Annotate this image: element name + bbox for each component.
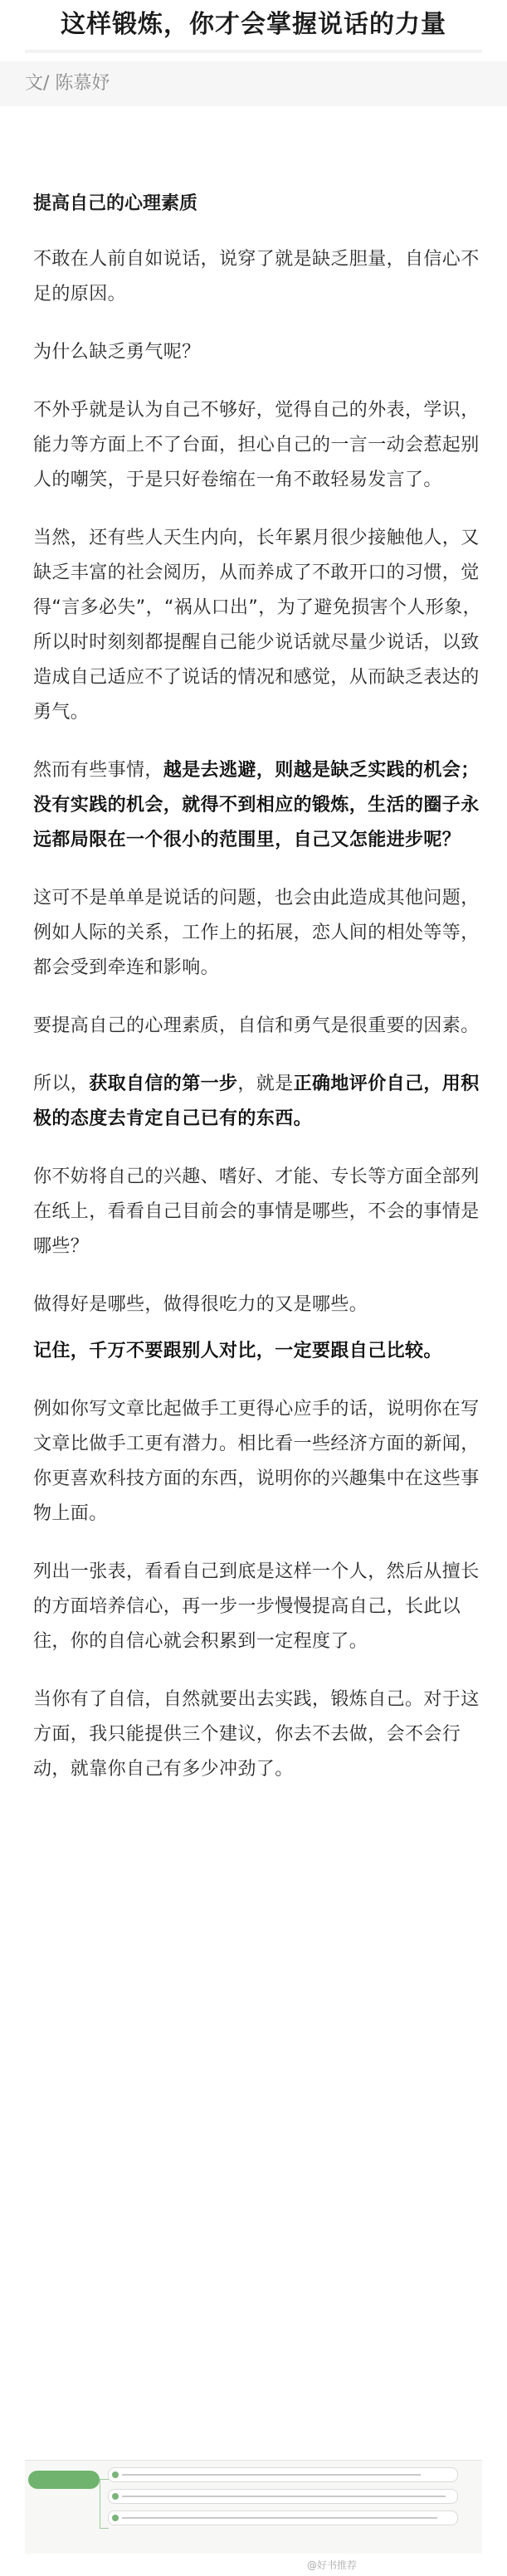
branch-dot-icon bbox=[112, 2471, 119, 2478]
author-byline: 文/ 陈慕妤 bbox=[25, 73, 110, 94]
paragraph-text: 为什么缺乏勇气呢？ bbox=[33, 342, 201, 363]
title-divider bbox=[25, 50, 482, 53]
emphasized-text: 正确地评价自己，用积极的态度去肯定自己已有的东西。 bbox=[33, 1074, 480, 1129]
paragraph bbox=[33, 1288, 481, 1322]
article-body bbox=[33, 106, 481, 1787]
paragraph-text: 要提高自己的心理素质，自信和勇气是很重要的因素。 bbox=[33, 1015, 480, 1036]
paragraph bbox=[33, 881, 481, 986]
paragraph-text: 然而有些事情， bbox=[33, 760, 163, 781]
branch-text-line bbox=[122, 2474, 421, 2476]
paragraph-text: 当然，还有些人天生内向，长年累月很少接触他人，又缺乏丰富的社会阅历，从而养成了不敢开口的习惯，觉得“言多必失”，“祸从口出”，为了避免损害个人形象，所以时时刻刻都提醒自己能少说话就尽量少说话，以致造成自己适应不了说话的情况和感觉，从而缺乏表达的勇气。 bbox=[33, 528, 481, 723]
paragraph-text: 列出一张表，看看自己到底是这样一个人，然后从擅长的方面培养信心，再一步一步慢慢提高自己，长此以往，你的自信心就会积累到一定程度了。 bbox=[33, 1561, 480, 1652]
paragraph-text: 例如你写文章比起做手工更得心应手的话，说明你在写文章比做手工更有潜力。相比看一些经济方面的新闻，你更喜欢科技方面的东西，说明你的兴趣集中在这些事物上面。 bbox=[33, 1399, 480, 1524]
branch-dot-icon bbox=[112, 2493, 119, 2500]
paragraph bbox=[33, 1067, 481, 1137]
mind-map-branch bbox=[108, 2489, 458, 2504]
article-title: 这样锻炼，你才会掌握说话的力量 bbox=[61, 10, 446, 39]
paragraph-text: ，就是 bbox=[237, 1074, 294, 1094]
branch-text-line bbox=[122, 2496, 446, 2497]
paragraph bbox=[33, 753, 481, 858]
mind-map-root-node bbox=[28, 2471, 100, 2489]
paragraph bbox=[33, 1392, 481, 1531]
paragraph-text: 当你有了自信，自然就要出去实践，锻炼自己。对于这方面，我只能提供三个建议，你去不去做，会不会行动，就靠你自己有多少冲劲了。 bbox=[33, 1689, 480, 1780]
watermark: @好书推荐 bbox=[307, 2559, 358, 2571]
paragraph bbox=[33, 1555, 481, 1659]
branch-dot-icon bbox=[112, 2515, 119, 2521]
paragraph bbox=[33, 521, 481, 730]
paragraph bbox=[33, 1682, 481, 1787]
paragraph bbox=[33, 1160, 481, 1264]
paragraph-text: 你不妨将自己的兴趣、嗜好、才能、专长等方面全部列在纸上，看看自己目前会的事情是哪些，不会的事情是哪些？ bbox=[33, 1166, 480, 1257]
emphasized-text: 越是去逃避，则越是缺乏实践的机会；没有实践的机会，就得不到相应的锻炼，生活的圈子永远都局限在一个很小的范围里，自己又怎能进步呢？ bbox=[33, 760, 480, 850]
mind-map-connector bbox=[100, 2479, 109, 2529]
paragraph-text: 不敢在人前自如说话，说穿了就是缺乏胆量，自信心不足的原因。 bbox=[33, 249, 480, 304]
paragraph bbox=[33, 242, 481, 312]
paragraph-text: 这可不是单单是说话的问题，也会由此造成其他问题，例如人际的关系，工作上的拓展，恋人间的相处等等，都会受到牵连和影响。 bbox=[33, 888, 480, 978]
emphasized-text: 获取自信的第一步 bbox=[89, 1074, 238, 1094]
paragraph bbox=[33, 1009, 481, 1044]
paragraph bbox=[33, 1334, 481, 1369]
section-heading: 提高自己的心理素质 bbox=[33, 193, 198, 214]
emphasized-text: 记住，千万不要跟别人对比，一定要跟自己比较。 bbox=[33, 1341, 442, 1361]
paragraph-text: 不外乎就是认为自己不够好，觉得自己的外表，学识，能力等方面上不了台面，担心自己的一言一动会惹起别人的嘲笑，于是只好卷缩在一角不敢轻易发言了。 bbox=[33, 400, 480, 490]
paragraph bbox=[33, 393, 481, 498]
mind-map-branch bbox=[108, 2467, 458, 2482]
author-bar bbox=[0, 61, 507, 106]
paragraph-text: 做得好是哪些，做得很吃力的又是哪些。 bbox=[33, 1294, 368, 1315]
mind-map-branch bbox=[108, 2510, 458, 2525]
branch-text-line bbox=[122, 2517, 437, 2519]
mind-map-thumbnail bbox=[25, 2460, 482, 2554]
paragraph bbox=[33, 335, 481, 370]
paragraph-text: 所以， bbox=[33, 1074, 90, 1094]
title-banner bbox=[0, 0, 507, 61]
